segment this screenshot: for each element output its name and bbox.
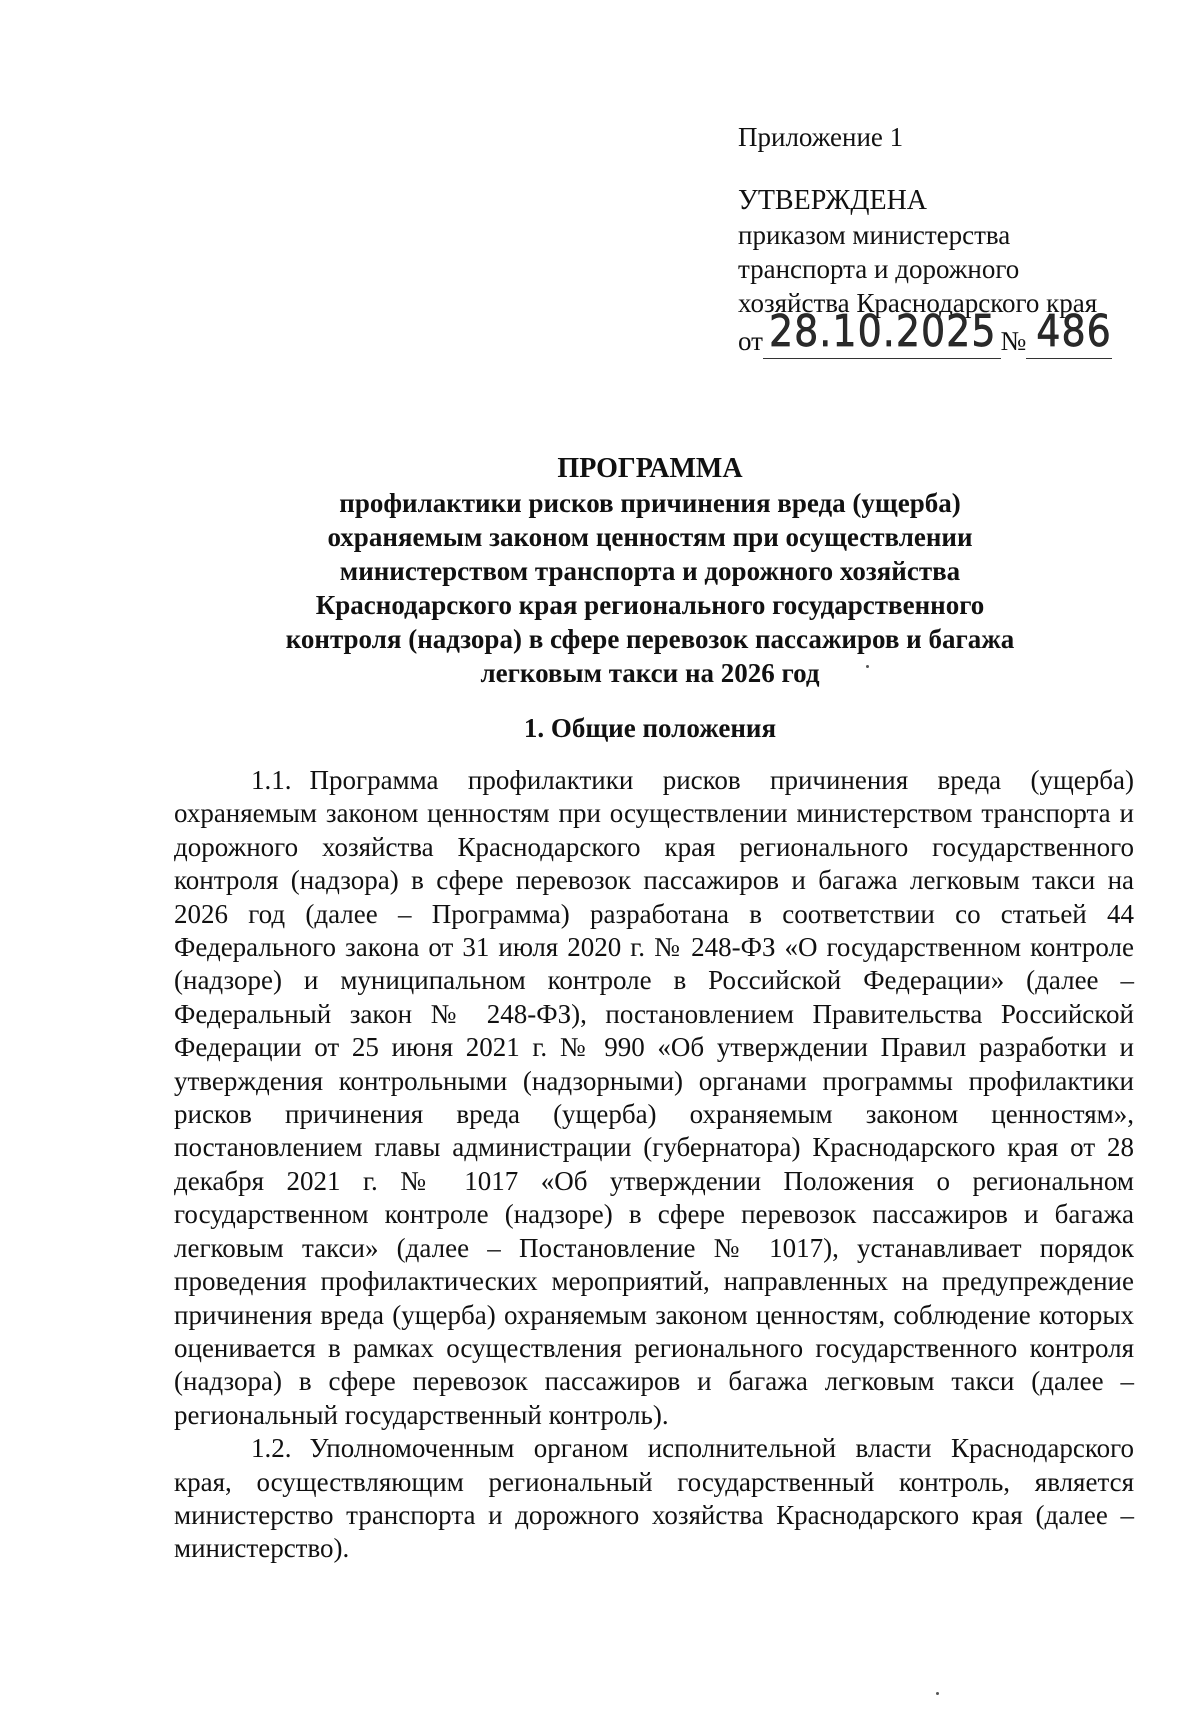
approval-block [738,120,1158,359]
paragraph-number: 1.2. [251,1433,292,1464]
handwritten-number: 486 [1036,305,1112,357]
title-line: министерством транспорта и дорожного хозяйства [339,556,961,586]
number-prefix: № [1000,326,1027,356]
paragraph-1-1 [174,764,1134,1432]
title-line: легковым такси на 2026 год [480,658,820,688]
document-body [174,764,1134,1566]
order-date-line [738,305,1158,359]
handwritten-date: 28.10.2025 [768,305,997,357]
title-line: контроля (надзора) в сфере перевозок пассажиров и багажа [285,624,1015,654]
date-prefix: от [738,326,763,356]
paragraph-text: Уполномоченным органом исполнительной власти Краснодарского края, осуществляющим региональный государственный контроль, является министерство транспорта и дорожного хозяйства Краснодарского края (далее – министерство). [174,1433,1134,1564]
section-heading: 1. Общие положения [523,713,777,743]
paragraph-number: 1.1. [251,765,292,795]
title-line: Краснодарского края регионального государственного [315,590,985,620]
approved-heading: УТВЕРЖДЕНА [738,185,928,216]
document-title [170,452,1130,690]
title-line: охраняемым законом ценностям при осуществлении [327,522,973,552]
scan-speck [866,665,869,668]
approval-line: хозяйства Краснодарского края [738,288,1098,318]
title-line: профилактики рисков причинения вреда (ущерба) [339,488,961,518]
approval-line: транспорта и дорожного [738,254,1020,284]
paragraph-text: Программа профилактики рисков причинения вреда (ущерба) охраняемым законом ценностям при осуществлении министерством транспорта и дорожного хозяйства Краснодарского края регионального государственного контроля (надзора) в сфере перевозок пассажиров и багажа легковым такси на 2026 год (далее – Программа) разработана в соответствии со статьей 44 Федерального закона от 31 июля 2020 г. № 248-ФЗ «О государственном контроле (надзоре) и муниципальном контроле в Российской Федерации» (далее – Федеральный закон № 248-ФЗ), постановлением Правительства Российской Федерации от 25 июня 2021 г. № 990 «Об утверждении Правил разработки и утверждения контрольными (надзорными) органами программы профилактики рисков причинения вреда (ущерба) охраняемым законом ценностям», постановлением главы администрации (губернатора) Краснодарского края от 28 декабря 2021 г. № 1017 «Об утверждении Положения о региональном государственном контроле (надзоре) в сфере перевозок пассажиров и багажа легковым такси» (далее – Постановление № 1017), устанавливает порядок проведения профилактических мероприятий, направленных на предупреждение причинения вреда (ущерба) охраняемым законом ценностям, соблюдение которых оценивается в рамках осуществления регионального государственного контроля (надзора) в сфере перевозок пассажиров и багажа легковым такси (далее – региональный государственный контроль). [174,765,1134,1430]
paragraph-1-2 [174,1432,1134,1566]
title-main: ПРОГРАММА [557,453,743,484]
approval-line: приказом министерства [738,220,1011,250]
annex-label: Приложение 1 [738,122,904,152]
scan-speck [936,1692,939,1695]
